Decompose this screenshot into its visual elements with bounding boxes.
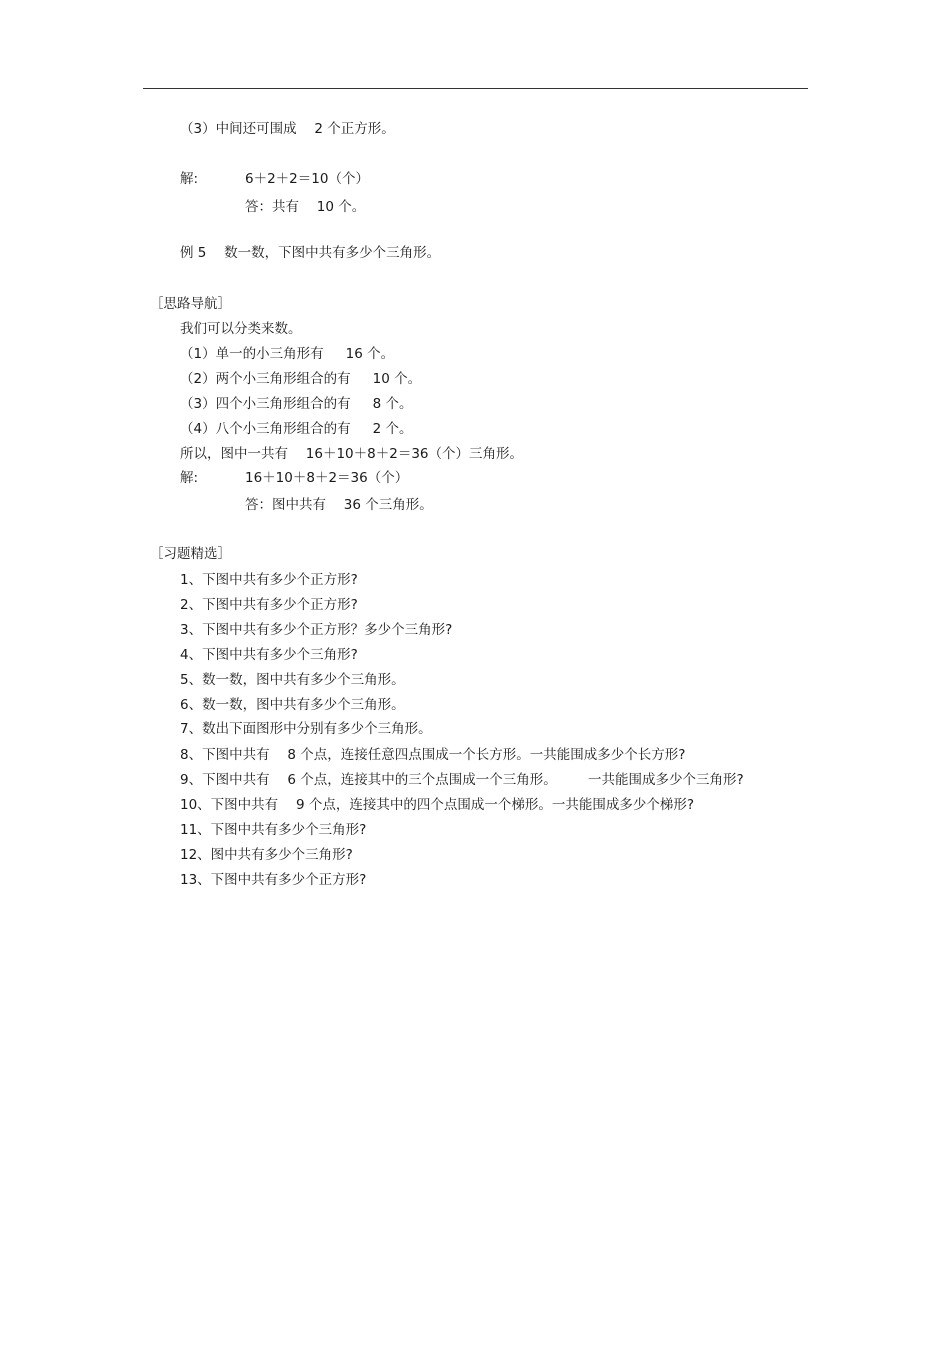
equation: 16＋10＋8＋2＝36（个） <box>245 470 409 486</box>
answer: 答：图中共有 36 个三角形。 <box>245 497 433 513</box>
exercise-item: 3、下图中共有多少个正方形？多少个三角形? <box>180 622 453 638</box>
example-title: 例 5 数一数，下图中共有多少个三角形。 <box>180 245 441 261</box>
exercise-item: 8、下图中共有 8 个点，连接任意四点围成一个长方形。一共能围成多少个长方形? <box>180 747 686 763</box>
exercise-item: 10、下图中共有 9 个点，连接其中的四个点围成一个梯形。一共能围成多少个梯形? <box>180 797 695 813</box>
exercise-item: 9、下图中共有 6 个点，连接其中的三个点围成一个三角形。 一共能围成多少个三角形? <box>180 772 744 788</box>
text-line: 所以，图中一共有 16＋10＋8＋2＝36（个）三角形。 <box>180 446 524 462</box>
text-line: （2）两个小三角形组合的有 10 个。 <box>180 371 422 387</box>
answer: 答：共有 10 个。 <box>245 199 366 215</box>
section-heading: ［思路导航］ <box>150 296 231 312</box>
header-rule <box>143 88 808 89</box>
text-line: （3）中间还可围成 2 个正方形。 <box>180 121 395 137</box>
exercise-item: 1、下图中共有多少个正方形? <box>180 572 358 588</box>
exercise-item: 5、数一数，图中共有多少个三角形。 <box>180 672 405 688</box>
exercise-item: 4、下图中共有多少个三角形? <box>180 647 358 663</box>
text-line: （1）单一的小三角形有 16 个。 <box>180 346 395 362</box>
exercise-item: 11、下图中共有多少个三角形? <box>180 822 367 838</box>
exercise-item: 2、下图中共有多少个正方形? <box>180 597 358 613</box>
exercise-item: 13、下图中共有多少个正方形? <box>180 872 367 888</box>
exercise-item: 6、数一数，图中共有多少个三角形。 <box>180 697 405 713</box>
text-line: （4）八个小三角形组合的有 2 个。 <box>180 421 413 437</box>
exercise-item: 7、数出下面图形中分别有多少个三角形。 <box>180 721 432 737</box>
exercise-item: 12、图中共有多少个三角形? <box>180 847 353 863</box>
section-heading: ［习题精选］ <box>150 546 231 562</box>
solution-label: 解: <box>180 470 199 486</box>
text-line: 我们可以分类来数。 <box>180 321 302 337</box>
solution-label: 解: <box>180 171 199 187</box>
equation: 6＋2＋2＝10（个） <box>245 171 369 187</box>
text-line: （3）四个小三角形组合的有 8 个。 <box>180 396 413 412</box>
